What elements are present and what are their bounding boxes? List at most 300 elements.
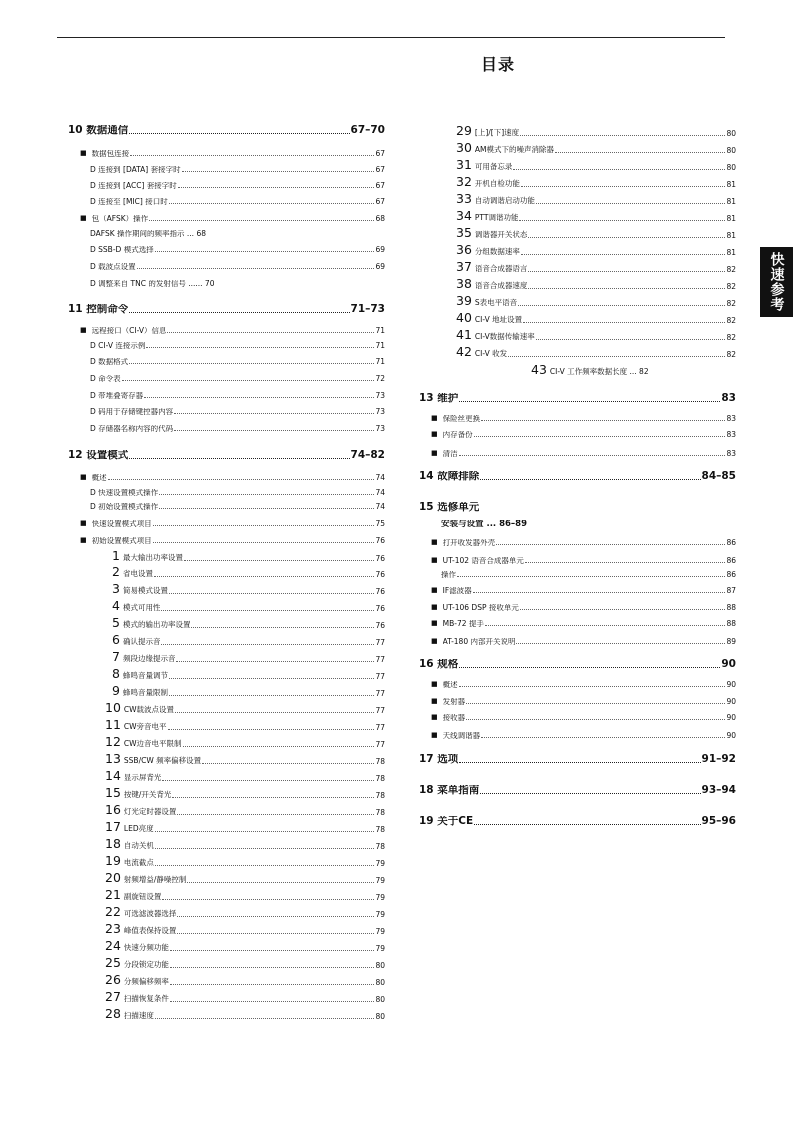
toc-entry[interactable] [112, 668, 385, 681]
toc-entry-label [443, 587, 472, 595]
toc-entry-text: 内存备份 [442, 431, 473, 439]
toc-entry-number: 25 [105, 957, 121, 970]
toc-entry[interactable] [431, 557, 736, 565]
toc-entry-text: 关于CE [437, 816, 474, 827]
toc-entry-number: 12 [105, 736, 121, 749]
toc-entry-label [443, 638, 516, 646]
toc-entry-text: CI-V数据传输速率 [474, 332, 535, 341]
toc-entry-page: 93–94 [701, 784, 736, 796]
toc-entry-label [456, 142, 554, 155]
toc-entry[interactable] [441, 571, 736, 579]
toc-entry-page: 95–96 [701, 815, 736, 827]
toc-entry-text: 按键/开关背光 [123, 790, 172, 799]
toc-entry-page: 71 [375, 341, 385, 350]
toc-entry-text: 安装与设置 ... 86–89 [441, 520, 528, 529]
toc-entry-text: 远程接口（CI-V）信息 [91, 327, 167, 335]
dot-leader [170, 1001, 375, 1002]
toc-entry[interactable] [90, 182, 385, 190]
toc-entry-page: 74 [375, 488, 385, 497]
toc-entry-page: 77 [375, 689, 385, 698]
dot-leader [153, 525, 375, 526]
dot-leader [480, 793, 700, 794]
toc-entry-text: SSB/CW 频率偏移设置 [123, 756, 202, 765]
toc-entry-text: DAFSK 操作期间的频率指示 ... 68 [90, 230, 206, 238]
toc-entry[interactable] [456, 193, 736, 206]
toc-entry-label [105, 787, 171, 800]
toc-entry[interactable] [90, 408, 385, 416]
dot-leader [459, 686, 726, 687]
toc-entry[interactable] [431, 539, 736, 547]
toc-entry-page: 76 [375, 536, 385, 545]
dot-leader [177, 916, 374, 917]
toc-entry[interactable] [105, 736, 385, 749]
toc-entry[interactable] [419, 659, 736, 670]
toc-entry-text: 分段锁定功能 [123, 960, 169, 969]
toc-entry[interactable] [105, 957, 385, 970]
toc-entry-page: 76 [375, 621, 385, 630]
toc-entry-page: 76 [375, 570, 385, 579]
toc-entry-page: 74 [375, 473, 385, 482]
toc-entry-text: 简易模式设置 [122, 586, 168, 595]
toc-entry-label [90, 166, 181, 174]
toc-entry[interactable] [105, 974, 385, 987]
dot-leader [536, 203, 726, 204]
toc-entry-number: 29 [456, 125, 472, 138]
dot-leader [496, 544, 725, 545]
toc-entry[interactable] [419, 754, 736, 765]
toc-entry-number: 16 [419, 659, 438, 670]
toc-entry-label [443, 431, 473, 439]
toc-entry-number: 12 [68, 450, 87, 461]
toc-entry[interactable] [456, 176, 736, 189]
toc-entry[interactable] [90, 246, 385, 254]
toc-entry-label [456, 159, 512, 172]
toc-entry-text: 设置模式 [86, 450, 129, 461]
dot-leader [520, 609, 726, 610]
toc-entry[interactable] [90, 489, 385, 497]
toc-entry-page: 88 [726, 603, 736, 612]
toc-entry-text: D 命令表 [90, 375, 121, 383]
dot-leader [459, 667, 720, 668]
toc-entry-label [112, 651, 175, 664]
toc-entry-page: 90 [726, 713, 736, 722]
toc-entry-text: D 连接至 [MIC] 接口时 [90, 198, 168, 206]
toc-entry-page: 78 [375, 774, 385, 783]
toc-entry[interactable] [112, 550, 385, 563]
toc-entry-text: 菜单指南 [437, 785, 480, 796]
toc-entry-label [419, 659, 458, 670]
toc-entry[interactable] [431, 714, 736, 722]
toc-entry-text: 可用备忘录 [474, 162, 513, 171]
toc-entry-label [456, 261, 527, 274]
dot-leader [172, 797, 374, 798]
toc-entry-label [443, 620, 484, 628]
toc-entry[interactable] [105, 787, 385, 800]
dot-leader [513, 169, 725, 170]
toc-entry-page: 69 [375, 262, 385, 271]
toc-entry-page: 86 [726, 556, 736, 565]
toc-entry[interactable] [431, 732, 736, 740]
toc-entry-number: 10 [105, 702, 121, 715]
toc-entry[interactable] [105, 855, 385, 868]
toc-entry-number: 17 [419, 754, 438, 765]
dot-leader [161, 644, 374, 645]
dot-leader [474, 824, 700, 825]
toc-entry-label [105, 991, 169, 1004]
toc-entry-number: 37 [456, 261, 472, 274]
toc-entry-text: 规格 [437, 659, 459, 670]
toc-entry[interactable] [431, 604, 736, 612]
toc-entry-number: 10 [68, 125, 87, 136]
toc-entry-number: 11 [68, 304, 87, 315]
toc-entry-number: 15 [419, 502, 438, 513]
toc-entry-text: CI-V 地址设置 [474, 315, 523, 324]
toc-entry-label [443, 539, 496, 547]
toc-entry[interactable] [90, 392, 385, 400]
toc-entry[interactable] [112, 685, 385, 698]
toc-entry-label [112, 600, 160, 613]
toc-entry-page: 73 [375, 407, 385, 416]
toc-entry-number: 8 [112, 668, 120, 681]
toc-entry-page: 71–73 [350, 303, 385, 315]
toc-entry[interactable] [105, 906, 385, 919]
dot-leader [521, 186, 726, 187]
toc-entry[interactable] [90, 503, 385, 511]
toc-entry-label [105, 838, 154, 851]
toc-entry-number: 32 [456, 176, 472, 189]
quick-reference-tab[interactable] [760, 247, 793, 317]
toc-entry-label [105, 957, 169, 970]
toc-entry-number: 41 [456, 329, 472, 342]
toc-entry-text: 分频偏移频率 [123, 977, 169, 986]
toc-entry[interactable] [419, 816, 736, 827]
toc-entry-label [90, 182, 177, 190]
dot-leader [187, 882, 374, 883]
toc-entry[interactable] [105, 719, 385, 732]
toc-entry-page: 78 [375, 757, 385, 766]
toc-entry[interactable] [80, 537, 385, 545]
toc-entry-text: 蜂鸣音量限制 [122, 688, 168, 697]
toc-entry[interactable] [105, 889, 385, 902]
toc-entry-label [443, 415, 481, 423]
toc-entry[interactable] [105, 753, 385, 766]
toc-entry[interactable] [105, 770, 385, 783]
toc-entry[interactable] [431, 587, 736, 595]
toc-entry[interactable] [112, 634, 385, 647]
toc-entry[interactable] [90, 263, 385, 271]
dot-leader [146, 347, 374, 348]
toc-entry[interactable] [456, 278, 736, 291]
dot-leader [155, 1018, 375, 1019]
dot-leader [159, 494, 374, 495]
toc-entry-text: IF滤波器 [442, 587, 472, 595]
toc-entry-text: D 带堆叠寄存器 [90, 392, 144, 400]
toc-entry[interactable] [419, 393, 736, 404]
toc-entry[interactable] [112, 583, 385, 596]
toc-entry[interactable] [419, 471, 736, 482]
toc-entry-number: 11 [105, 719, 121, 732]
toc-entry[interactable] [68, 450, 385, 461]
toc-entry-page: 79 [375, 927, 385, 936]
toc-entry-number: 16 [105, 804, 121, 817]
dot-leader [154, 576, 375, 577]
toc-entry[interactable] [90, 166, 385, 174]
toc-entry-text: 省电设置 [122, 569, 153, 578]
toc-entry-text: 选修单元 [437, 502, 480, 513]
toc-entry-page: 83 [726, 414, 736, 423]
dot-leader [155, 865, 375, 866]
toc-entry-page: 67 [375, 149, 385, 158]
toc-entry[interactable] [419, 502, 736, 513]
toc-entry-text: 分组数据速率 [474, 247, 520, 256]
dot-leader [508, 356, 725, 357]
dot-leader [177, 814, 374, 815]
toc-entry[interactable] [80, 520, 385, 528]
toc-entry[interactable] [431, 638, 736, 646]
toc-entry-number: 20 [105, 872, 121, 885]
toc-entry[interactable] [456, 295, 736, 308]
toc-entry-text: CW载波点设置 [123, 705, 175, 714]
toc-entry-label [105, 736, 182, 749]
dot-leader [130, 155, 374, 156]
toc-entry-number: 17 [105, 821, 121, 834]
toc-entry-text: CI-V 收发 [474, 349, 508, 358]
toc-entry-label [90, 263, 136, 271]
toc-entry-text: 扫描速度 [123, 1011, 154, 1020]
toc-entry[interactable] [90, 230, 385, 238]
dot-leader [161, 610, 374, 611]
toc-entry-text: 故障排除 [437, 471, 480, 482]
toc-entry-text: [上]/[下]速度 [474, 128, 520, 137]
dot-leader [168, 729, 375, 730]
dot-leader [174, 413, 374, 414]
toc-entry[interactable] [90, 342, 385, 350]
toc-entry-page: 67 [375, 165, 385, 174]
dot-leader [177, 933, 374, 934]
dot-leader [169, 678, 375, 679]
toc-entry-text: D 初始设置模式操作 [90, 503, 159, 511]
toc-entry-number: 35 [456, 227, 472, 240]
toc-entry[interactable] [80, 327, 385, 335]
toc-entry-number: 2 [112, 566, 120, 579]
toc-entry-number: 9 [112, 685, 120, 698]
toc-entry[interactable] [431, 415, 736, 423]
toc-entry[interactable] [105, 991, 385, 1004]
toc-entry[interactable] [456, 210, 736, 223]
toc-entry-number: 13 [419, 393, 438, 404]
toc-entry[interactable] [68, 125, 385, 136]
toc-entry-number: 40 [456, 312, 472, 325]
toc-entry-page: 90 [726, 697, 736, 706]
dot-leader [473, 592, 726, 593]
dot-leader [129, 458, 349, 459]
toc-entry[interactable] [431, 620, 736, 628]
toc-entry-label [105, 702, 174, 715]
toc-entry[interactable] [456, 159, 736, 172]
dot-leader [523, 322, 725, 323]
toc-entry-label [90, 489, 158, 497]
toc-entry-page: 83 [726, 449, 736, 458]
toc-entry[interactable] [105, 702, 385, 715]
dot-leader [170, 967, 375, 968]
toc-entry-label [90, 503, 158, 511]
toc-entry-label [531, 364, 649, 377]
toc-entry-label [90, 392, 143, 400]
toc-entry-text: 接收器 [442, 714, 466, 722]
toc-entry[interactable] [90, 375, 385, 383]
toc-entry-page: 82 [726, 299, 736, 308]
toc-entry-text: D 连接到 [DATA] 套接字时 [90, 166, 181, 174]
toc-entry[interactable] [456, 312, 736, 325]
dot-leader [176, 661, 374, 662]
dot-leader [528, 271, 725, 272]
toc-entry-text: 频段边缘提示音 [122, 654, 176, 663]
toc-entry-label [105, 719, 167, 732]
header-rule [57, 37, 725, 38]
toc-entry-label [90, 358, 128, 366]
toc-entry[interactable] [90, 280, 385, 288]
toc-entry-number: 5 [112, 617, 120, 630]
toc-entry[interactable] [431, 450, 736, 458]
toc-entry-label [443, 732, 481, 740]
toc-entry-page: 81 [726, 248, 736, 257]
toc-entry-text: UT-106 DSP 接收单元 [442, 604, 519, 612]
toc-entry-number: 23 [105, 923, 121, 936]
toc-entry[interactable] [431, 698, 736, 706]
toc-entry-page: 74–82 [350, 449, 385, 461]
toc-entry-page: 81 [726, 180, 736, 189]
toc-entry[interactable] [105, 838, 385, 851]
toc-entry[interactable] [105, 1008, 385, 1021]
toc-entry-text: 语音合成器语言 [474, 264, 528, 273]
toc-entry-page: 76 [375, 587, 385, 596]
toc-entry-page: 80 [375, 1012, 385, 1021]
toc-entry-page: 71 [375, 326, 385, 335]
toc-entry[interactable] [105, 872, 385, 885]
toc-entry-text: D 数据格式 [90, 358, 129, 366]
toc-entry-text: 峰值表保持设置 [123, 926, 177, 935]
toc-entry-label [112, 634, 160, 647]
toc-entry-label [443, 604, 519, 612]
toc-entry-page: 77 [375, 706, 385, 715]
toc-entry[interactable] [80, 474, 385, 482]
toc-entry-label [419, 785, 479, 796]
toc-entry-text: 自动调谐启动功能 [474, 196, 535, 205]
toc-entry-page: 80 [375, 978, 385, 987]
toc-entry-label [68, 304, 128, 315]
toc-entry[interactable] [431, 431, 736, 439]
toc-entry-label [105, 923, 176, 936]
toc-entry-text: 快速分频功能 [123, 943, 169, 952]
toc-entry[interactable] [80, 215, 385, 223]
toc-entry[interactable] [112, 600, 385, 613]
toc-entry[interactable] [80, 150, 385, 158]
toc-entry[interactable] [456, 125, 736, 138]
toc-entry[interactable] [112, 651, 385, 664]
toc-entry[interactable] [456, 244, 736, 257]
toc-entry-label [419, 502, 479, 513]
dot-leader [191, 627, 374, 628]
toc-entry-text: AM模式下的噪声消除器 [474, 145, 555, 154]
toc-entry[interactable] [112, 566, 385, 579]
toc-entry-text: 操作 [441, 571, 456, 579]
toc-entry-number: 38 [456, 278, 472, 291]
toc-entry-label [105, 753, 201, 766]
dot-leader [480, 479, 700, 480]
toc-entry[interactable] [90, 425, 385, 433]
toc-entry-number: 7 [112, 651, 120, 664]
toc-entry-text: 灯光定时器设置 [123, 807, 177, 816]
dot-leader [178, 187, 375, 188]
toc-entry[interactable] [531, 364, 736, 377]
toc-entry-number: 42 [456, 346, 472, 359]
toc-entry[interactable] [105, 821, 385, 834]
toc-entry-text: 发射器 [442, 698, 466, 706]
toc-entry-number: 13 [105, 753, 121, 766]
toc-entry-text: 选项 [437, 754, 459, 765]
toc-entry[interactable] [431, 681, 736, 689]
toc-entry[interactable] [456, 346, 736, 359]
toc-entry-number: 19 [105, 855, 121, 868]
toc-entry-text: 包（AFSK）操作 [91, 215, 149, 223]
toc-entry-page: 76 [375, 604, 385, 613]
toc-entry-text: D 存储器名称内容的代码 [90, 425, 174, 433]
toc-entry[interactable] [456, 261, 736, 274]
toc-entry-text: 扫描恢复条件 [123, 994, 169, 1003]
toc-entry-text: D 调整来自 TNC 的发射信号 ...... 70 [90, 280, 215, 288]
toc-entry-label [441, 520, 527, 529]
toc-entry-text: CW边音电平限制 [123, 739, 182, 748]
toc-entry-page: 76 [375, 554, 385, 563]
dot-leader [167, 332, 374, 333]
dot-leader [518, 305, 725, 306]
toc-entry[interactable] [456, 329, 736, 342]
toc-entry-page: 90 [726, 680, 736, 689]
toc-entry-number: 21 [105, 889, 121, 902]
toc-entry[interactable] [456, 227, 736, 240]
toc-entry-page: 91–92 [701, 753, 736, 765]
dot-leader [129, 312, 349, 313]
toc-entry[interactable] [68, 304, 385, 315]
toc-entry-label [419, 393, 458, 404]
toc-entry-page: 84–85 [701, 470, 736, 482]
toc-entry-page: 80 [375, 995, 385, 1004]
toc-entry-page: 77 [375, 740, 385, 749]
toc-entry[interactable] [441, 520, 736, 529]
dot-leader [153, 542, 375, 543]
toc-entry-page: 90 [721, 658, 736, 670]
toc-entry[interactable] [90, 358, 385, 366]
toc-entry-text: CI-V 工作频率数据长度 ... 82 [549, 367, 649, 376]
dot-leader [183, 746, 375, 747]
toc-entry-page: 77 [375, 723, 385, 732]
toc-entry-label [456, 193, 535, 206]
toc-entry[interactable] [105, 804, 385, 817]
toc-entry-page: 72 [375, 374, 385, 383]
toc-entry[interactable] [456, 142, 736, 155]
toc-entry[interactable] [90, 198, 385, 206]
toc-entry[interactable] [112, 617, 385, 630]
toc-entry-number: 3 [112, 583, 120, 596]
toc-entry-label [443, 681, 458, 689]
toc-entry-page: 75 [375, 519, 385, 528]
toc-entry[interactable] [105, 940, 385, 953]
toc-entry-label [112, 685, 168, 698]
toc-entry[interactable] [105, 923, 385, 936]
toc-entry[interactable] [419, 785, 736, 796]
toc-entry-page: 83 [726, 430, 736, 439]
toc-entry-label [105, 974, 169, 987]
